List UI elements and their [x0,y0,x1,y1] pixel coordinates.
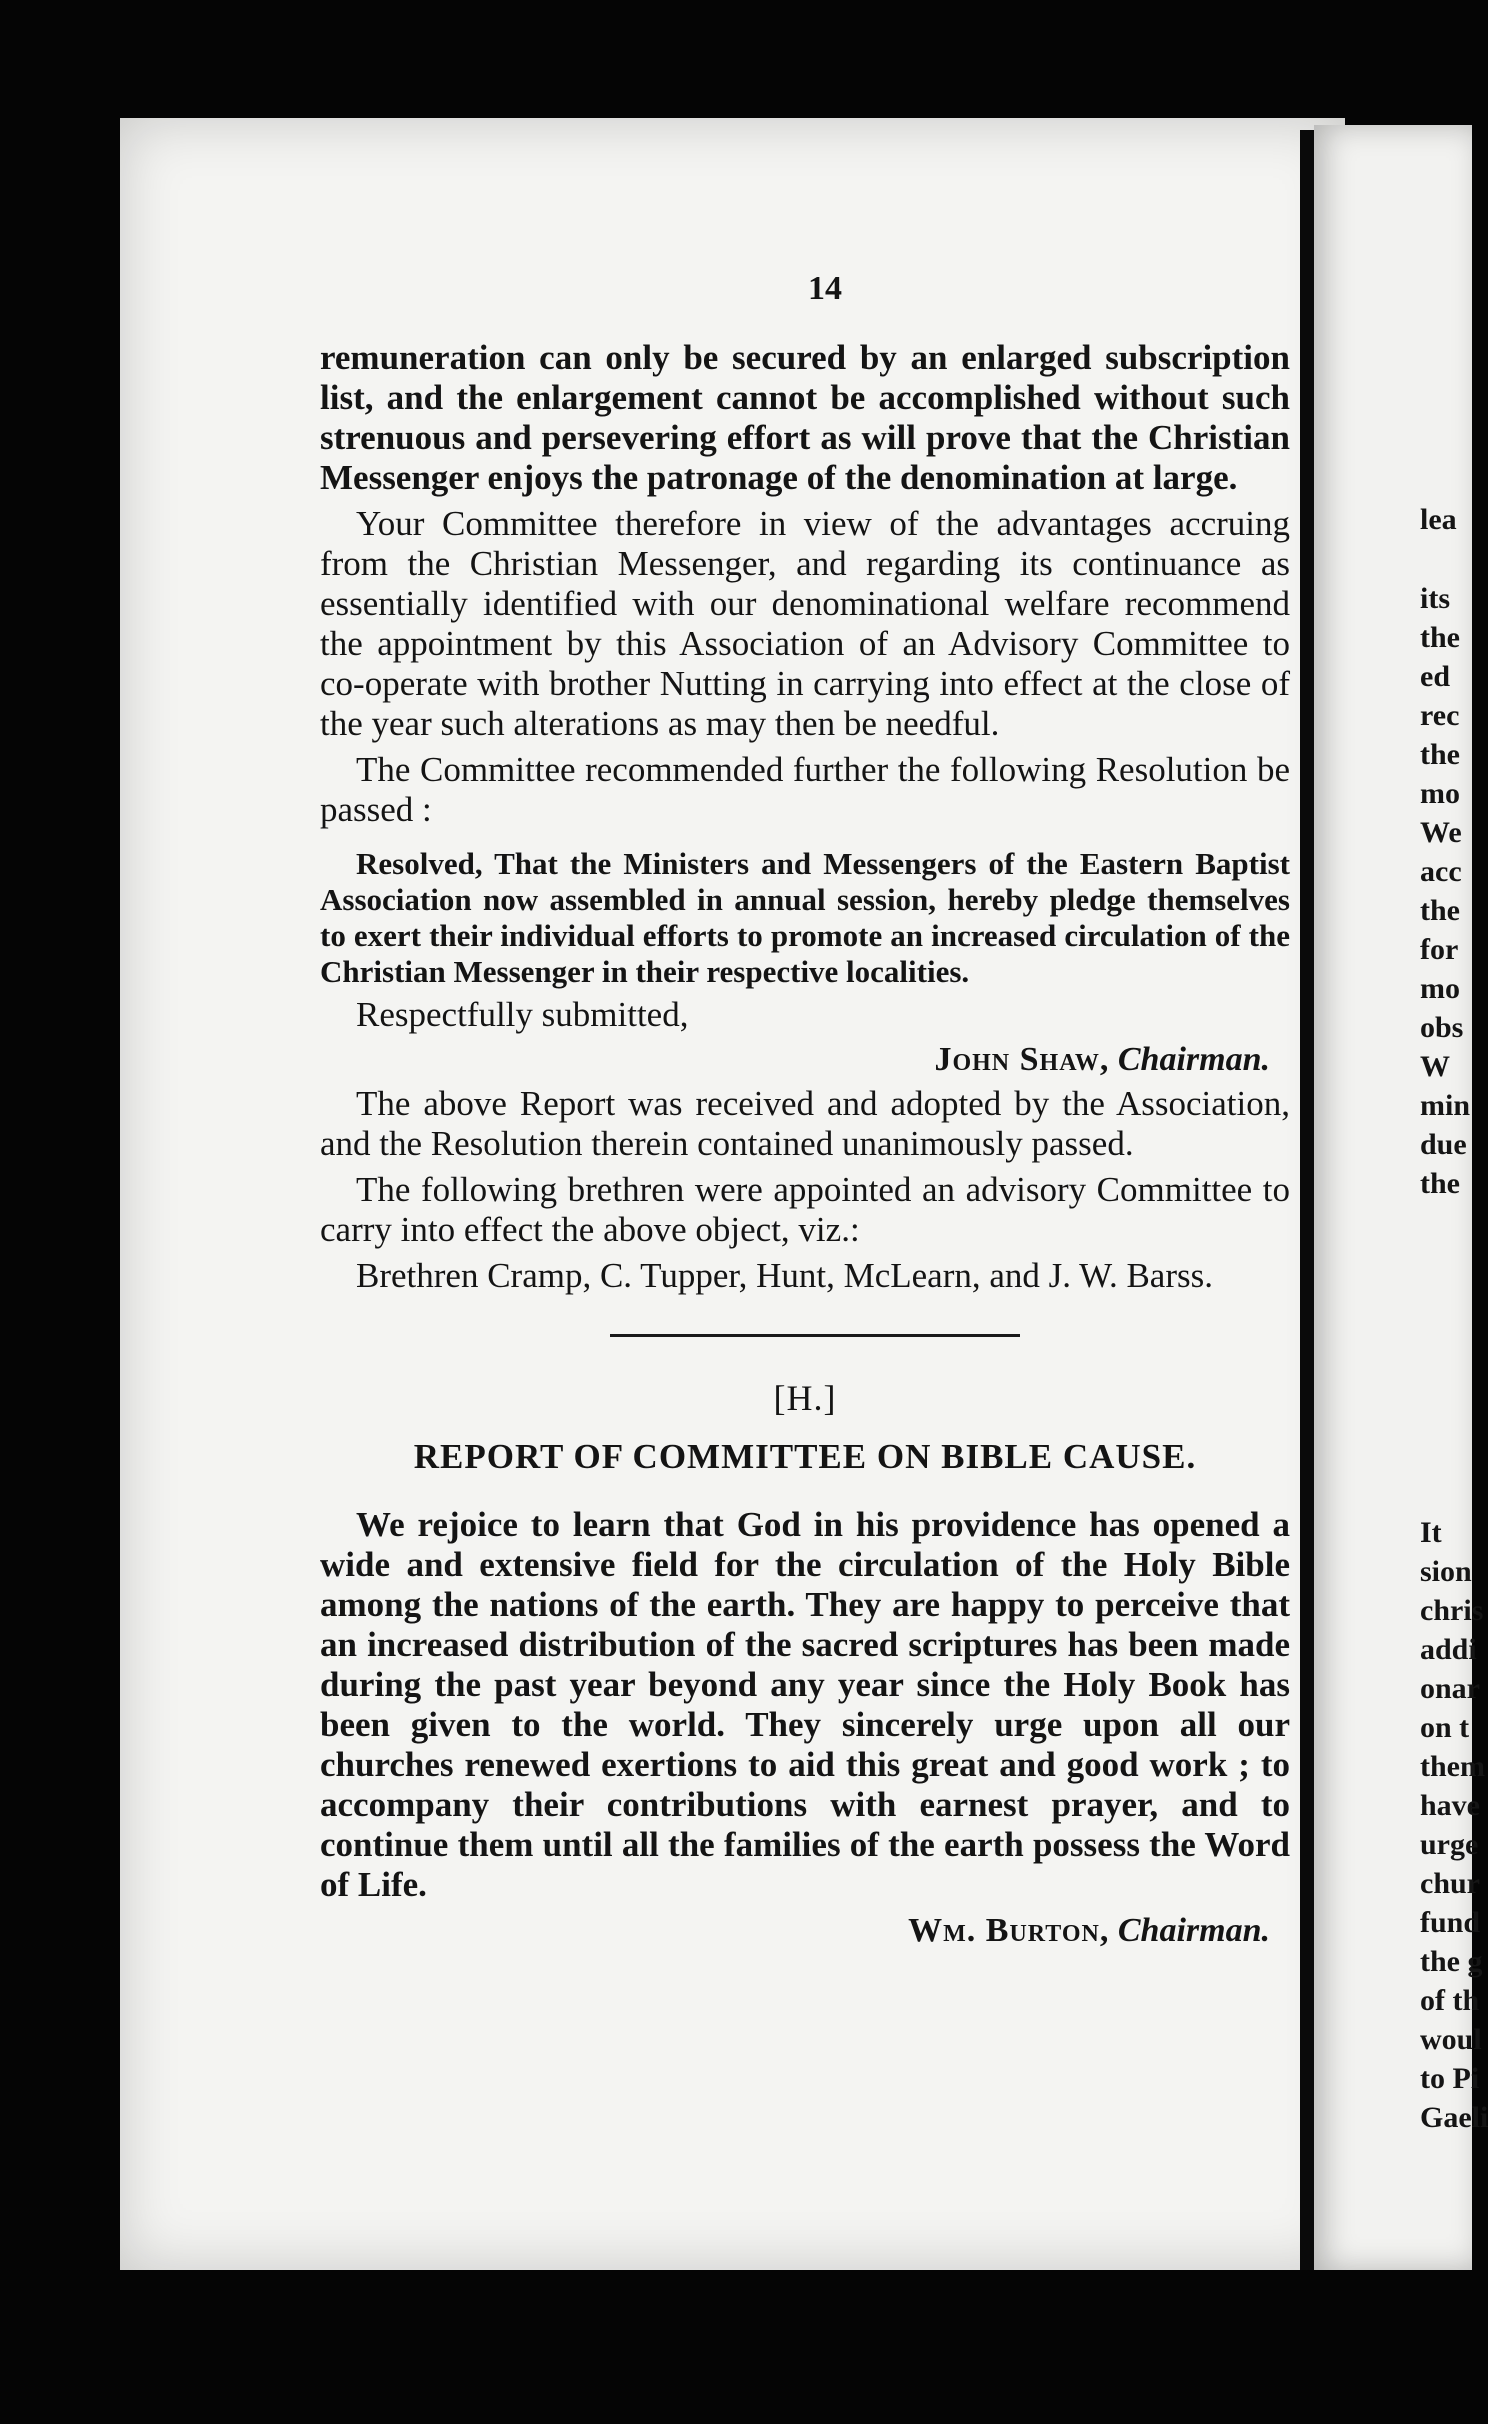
fragment: the [1420,738,1460,771]
fragment: to Pi [1420,2062,1480,2095]
signature-name: Wm. Burton, [908,1912,1110,1949]
paragraph-resolution-intro: The Committee recommended further the following Resolution be passed : [320,750,1290,829]
fragment: the [1420,1167,1460,1200]
fragment: onar [1420,1672,1480,1705]
signature-name: John Shaw, [934,1041,1110,1078]
respectfully-submitted: Respectfully submitted, [356,995,689,1034]
fragment: them [1420,1750,1485,1783]
fragment: lea [1420,503,1457,536]
signature-wm-burton [320,1911,1270,1951]
paragraph-remuneration: remuneration can only be secured by an enlarged subscription list, and the enlargement cannot be accomplished without such strenuous and persevering effort as will prove that the Christian Messenger enjoys the patronage of the denomination at large. [320,338,1290,497]
fragment: fund [1420,1906,1481,1939]
page-number: 14 [808,270,842,307]
page-gutter [1300,130,1314,2270]
fragment: Gaeli [1420,2101,1488,2134]
paragraph-report-adopted: The above Report was received and adopted by the Association, and the Resolution therein contained unanimously passed. [320,1084,1290,1163]
fragment: the [1420,621,1460,654]
fragment: W [1420,1050,1450,1083]
paragraph-brethren-names: Brethren Cramp, C. Tupper, Hunt, McLearn, and J. W. Barss. [356,1256,1213,1295]
fragment: mo [1420,972,1460,1005]
fragment: We [1420,816,1462,849]
section-divider [610,1334,1020,1337]
resolution-text: Resolved, That the Ministers and Messengers of the Eastern Baptist Association now assembled in annual session, hereby pledge themselves to exert their individual efforts to promote an increased circulation of the Christian Messenger in their respective localities. [320,846,1290,989]
fragment: urge [1420,1828,1479,1861]
fragment: of th [1420,1984,1480,2017]
fragment: min [1420,1089,1471,1122]
paragraph-bible-cause: We rejoice to learn that God in his providence has opened a wide and extensive field for the circulation of the Holy Bible among the nations of the earth. They are happy to perceive that an increased distribution of the sacred scriptures has been made during the past year beyond any year since the Holy Book has been given to the world. They sincerely urge upon all our churches renewed exertions to aid this great and good work ; to accompany their contributions with earnest prayer, and to continue them until all the families of the earth possess the Word of Life. [320,1505,1290,1904]
fragment: rec [1420,699,1460,732]
signature-role: Chairman. [1117,1912,1270,1949]
section-title: REPORT OF COMMITTEE ON BIBLE CAUSE. [413,1437,1197,1476]
fragment: It [1420,1516,1442,1549]
fragment: woul [1420,2023,1482,2056]
fragment: sion [1420,1555,1472,1588]
signature-role: Chairman. [1117,1041,1270,1078]
paragraph-brethren-appointed: The following brethren were appointed an advisory Committee to carry into effect the above object, viz.: [320,1170,1290,1249]
fragment: the [1420,894,1460,927]
section-tag: [H.] [773,1378,837,1418]
fragment: due [1420,1128,1467,1161]
fragment: ed [1420,660,1450,693]
fragment: on t [1420,1711,1470,1744]
page-body [320,270,1290,1955]
fragment: its [1420,582,1450,615]
fragment: the g [1420,1945,1483,1978]
fragment: chur [1420,1867,1480,1900]
fragment: mo [1420,777,1460,810]
signature-john-shaw [320,1040,1270,1080]
right-page-fragments [1420,500,1488,2137]
fragment: obs [1420,1011,1464,1044]
fragment: chris [1420,1594,1484,1627]
fragment: acc [1420,855,1462,888]
paragraph-committee-advantages: Your Committee therefore in view of the advantages accruing from the Christian Messenger, and regarding its continuance as essentially identified with our denominational welfare recommend the appointment by this Association of an Advisory Committee to co-operate with brother Nutting in carrying into effect at the close of the year such alterations as may then be needful. [320,504,1290,743]
fragment: have [1420,1789,1480,1822]
fragment: addi [1420,1633,1477,1666]
fragment: for [1420,933,1459,966]
